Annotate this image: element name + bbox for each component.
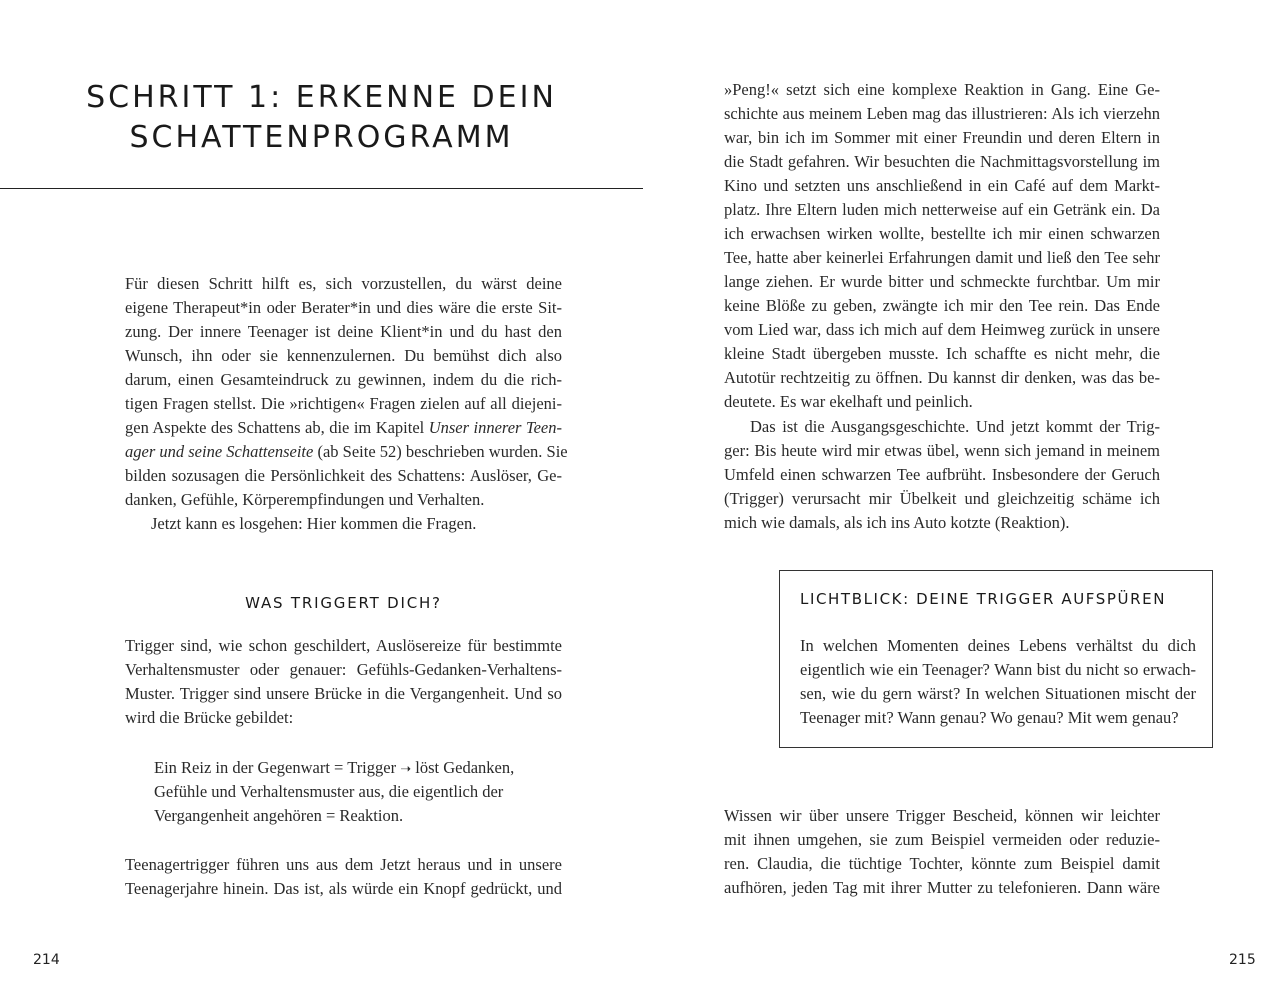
text-line: »Peng!« setzt sich eine komplexe Reaktion in Gang. Eine Ge- (724, 80, 1160, 99)
italic-chapter-reference: Unser innerer Teen- (428, 418, 562, 437)
chapter-title (0, 78, 643, 158)
text-line: vom Lied war, dass ich mich auf dem Heimweg zurück in unsere (724, 320, 1160, 339)
text-line: war, bin ich im Sommer mit einer Freundin und deren Eltern in (724, 128, 1160, 147)
text-segment: Ein Reiz in der Gegenwart = Trigger (154, 758, 401, 777)
text-line: bilden sozusagen die Persönlichkeit des Schattens: Auslöser, Ge- (125, 466, 562, 485)
text-line: Trigger sind, wie schon geschildert, Auslösereize für bestimmte (125, 636, 562, 655)
text-line-with-italic (125, 416, 562, 440)
text-line: Teenagerjahre hinein. Das ist, als würde ein Knopf gedrückt, und (125, 879, 562, 898)
chapter-title-line-2: SCHATTENPROGRAMM (129, 120, 514, 155)
section-heading: WAS TRIGGERT DICH? (245, 594, 442, 612)
text-line: mit ihnen umgehen, sie zum Beispiel vermeiden oder reduzie- (724, 830, 1160, 849)
text-line: eigentlich wie ein Teenager? Wann bist du nicht so erwach- (800, 660, 1196, 679)
chapter-title-line-1: SCHRITT 1: ERKENNE DEIN (86, 80, 557, 115)
text-line: Vergangenheit angehören = Reaktion. (154, 806, 404, 825)
text-line (154, 756, 534, 782)
text-line: sen, wie du gern wärst? In welchen Situationen mischt der (800, 684, 1196, 703)
text-line: Verhaltensmuster oder genauer: Gefühls-Gedanken-Verhaltens- (125, 660, 562, 679)
text-line: Wissen wir über unsere Trigger Bescheid, können wir leichter (724, 806, 1160, 825)
text-line-with-italic (125, 440, 568, 464)
text-line: platz. Ihre Eltern luden mich netterweise auf ein Getränk ein. Da (724, 200, 1160, 219)
text-line: danken, Gefühle, Körperempfindungen und Verhalten. (125, 490, 485, 509)
text-line: Jetzt kann es losgehen: Hier kommen die Fragen. (151, 514, 477, 533)
highlight-box-title: LICHTBLICK: DEINE TRIGGER AUFSPÜREN (800, 590, 1167, 608)
text-line: ren. Claudia, die tüchtige Tochter, könnte zum Beispiel damit (724, 854, 1160, 873)
text-segment: (ab Seite 52) beschrieben wurden. Sie (313, 442, 568, 461)
title-divider (0, 188, 643, 189)
text-line: Muster. Trigger sind unsere Brücke in die Vergangenheit. Und so (125, 684, 562, 703)
arrow-right-icon: ➝ (400, 762, 412, 777)
text-line: schichte aus meinem Leben mag das illustrieren: Als ich vierzehn (724, 104, 1160, 123)
text-line: deutete. Es war ekelhaft und peinlich. (724, 392, 973, 411)
text-line: tigen Fragen stellst. Die »richtigen« Fragen zielen auf all diejeni- (125, 394, 562, 413)
text-line: (Trigger) verursacht mir Übelkeit und gleichzeitig schäme ich (724, 489, 1160, 508)
text-line: Teenagertrigger führen uns aus dem Jetzt heraus und in unsere (125, 855, 562, 874)
text-line: wird die Brücke gebildet: (125, 708, 294, 727)
text-line: ger: Bis heute wird mir etwas übel, wenn sich jemand in meinem (724, 441, 1160, 460)
text-line: Wunsch, ihn oder sie kennenzulernen. Du bemühst dich also (125, 346, 562, 365)
text-line: lange ziehen. Er wurde bitter und schmeckte furchtbar. Um mir (724, 272, 1160, 291)
text-line: darum, einen Gesamteindruck zu gewinnen, indem du die rich- (125, 370, 562, 389)
text-line: In welchen Momenten deines Lebens verhältst du dich (800, 636, 1196, 655)
page-number: 214 (33, 952, 60, 968)
text-line: keine Blöße zu geben, zwängte ich mir den Tee rein. Das Ende (724, 296, 1160, 315)
text-line: aufhören, jeden Tag mit ihrer Mutter zu telefonieren. Dann wäre (724, 878, 1160, 897)
text-line: Für diesen Schritt hilft es, sich vorzustellen, du wärst deine (125, 274, 562, 293)
text-line: Gefühle und Verhaltensmuster aus, die eigentlich der (154, 782, 504, 801)
text-line: die Stadt gefahren. Wir besuchten die Nachmittagsvorstellung im (724, 152, 1160, 171)
right-page (643, 0, 1286, 1000)
text-line: Tee, hatte aber keinerlei Erfahrungen damit und ließ den Tee sehr (724, 248, 1160, 267)
text-line: ich erwachsen wirken wollte, bestellte ich mir einen schwarzen (724, 224, 1160, 243)
text-line: zung. Der innere Teenager ist deine Klient*in und du hast den (125, 322, 562, 341)
text-line: Kino und setzten uns anschließend in ein Café auf dem Markt- (724, 176, 1160, 195)
text-segment: gen Aspekte des Schattens ab, die im Kapitel (125, 418, 429, 437)
text-line: Umfeld einen schwarzen Tee aufbrüht. Insbesondere der Geruch (724, 465, 1160, 484)
text-line: Das ist die Ausgangsgeschichte. Und jetzt kommt der Trig- (750, 417, 1160, 436)
italic-chapter-reference: ager und seine Schattenseite (125, 442, 314, 461)
page-number: 215 (1229, 952, 1256, 968)
text-segment: löst Gedanken, (411, 758, 515, 777)
text-line: mich wie damals, als ich ins Auto kotzte (Reaktion). (724, 513, 1070, 532)
text-line: Teenager mit? Wann genau? Wo genau? Mit wem genau? (800, 708, 1179, 727)
text-line: kleine Stadt übergeben musste. Ich schaffte es nicht mehr, die (724, 344, 1160, 363)
text-line: eigene Therapeut*in oder Berater*in und dies wäre die erste Sit- (125, 298, 562, 317)
highlight-box (779, 570, 1213, 748)
text-line: Autotür rechtzeitig zu öffnen. Du kannst dir denken, was das be- (724, 368, 1160, 387)
